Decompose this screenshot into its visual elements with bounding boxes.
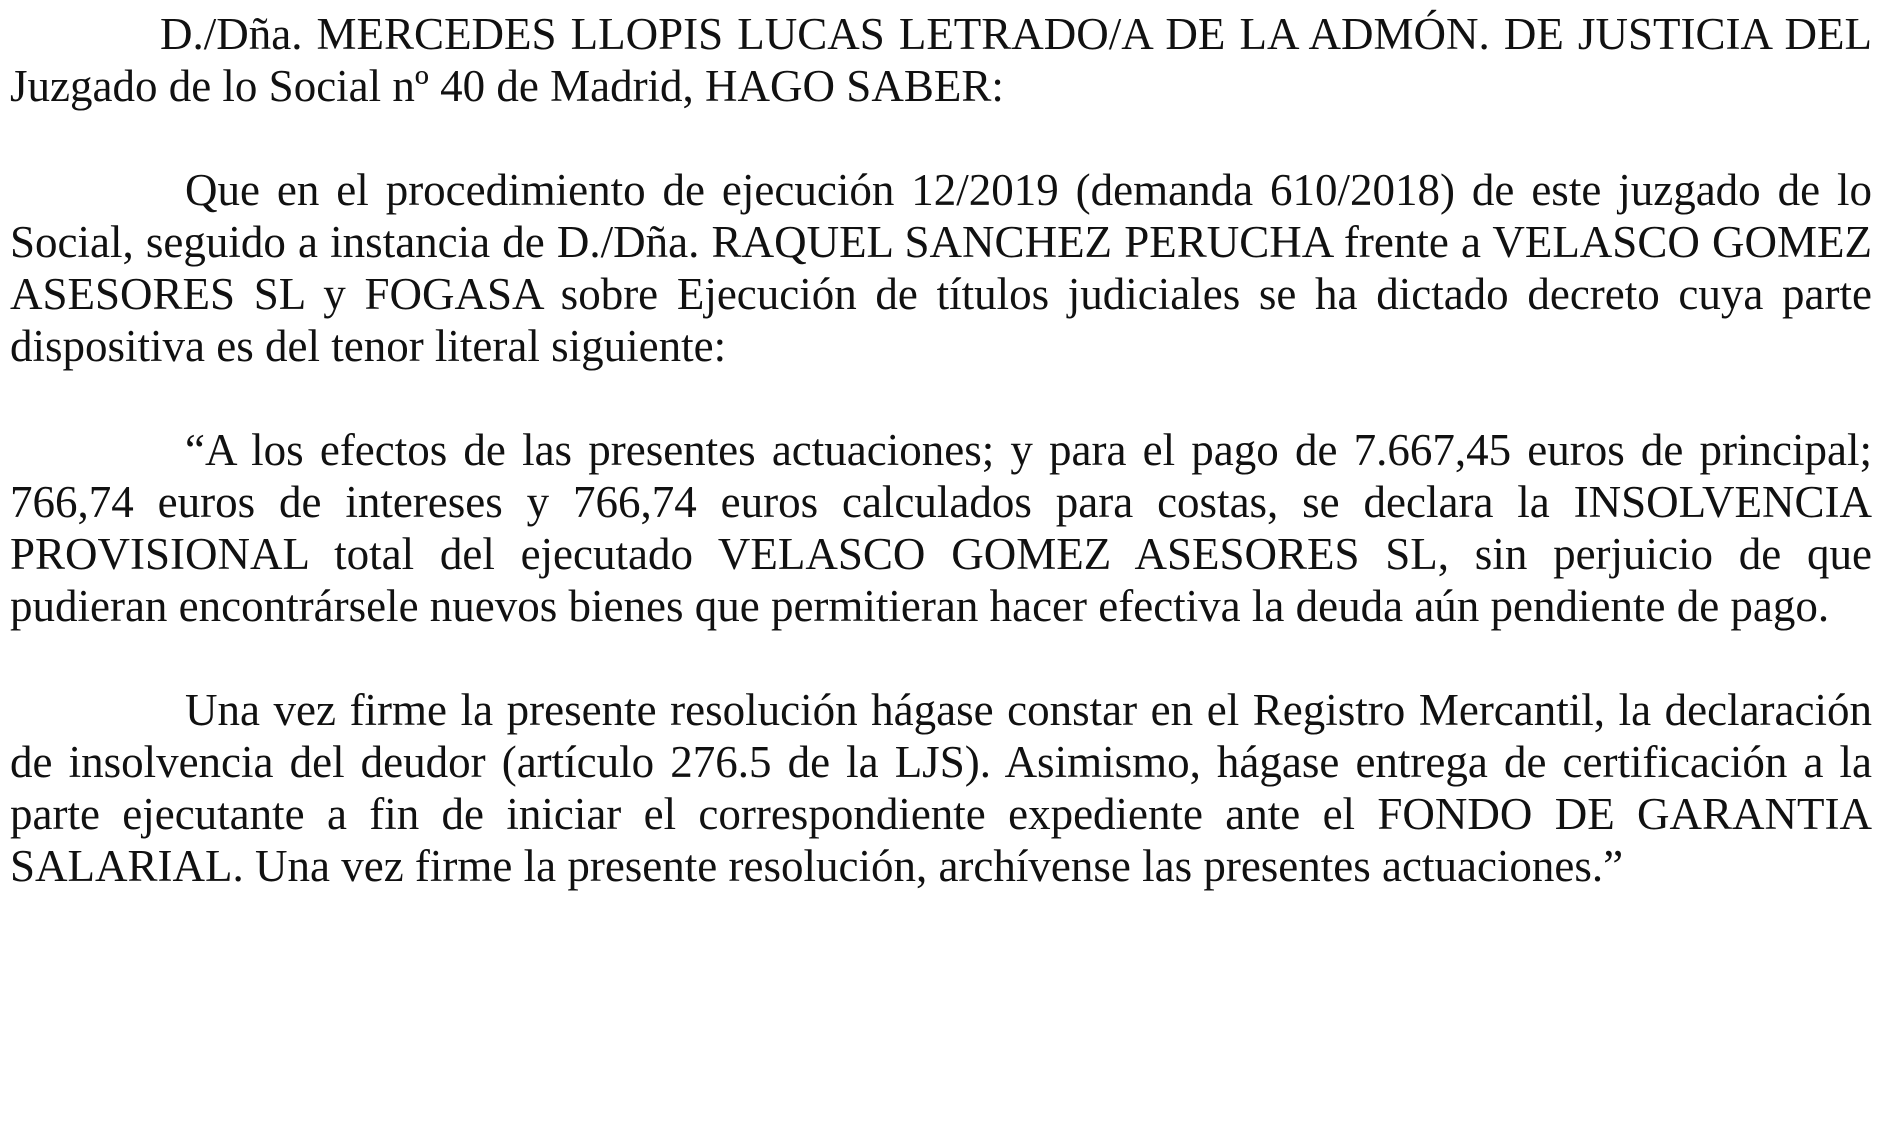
ruling-paragraph: “A los efectos de las presentes actuaciones; y para el pago de 7.667,45 euros de principal; 766,74 euros de intereses y 766,74 euros calculados para costas, se declara la INSOLVENCIA PROVISIONAL total del ejecutado VELASCO GOMEZ ASESORES SL, sin perjuicio de que pudieran encontrársele nuevos bienes que permitieran hacer efectiva la deuda aún pendiente de pago. xyxy=(10,425,1872,631)
document-body xyxy=(10,8,1872,892)
intro-paragraph: D./Dña. MERCEDES LLOPIS LUCAS LETRADO/A DE LA ADMÓN. DE JUSTICIA DEL Juzgado de lo Social nº 40 de Madrid, HAGO SABER: xyxy=(10,9,1872,111)
procedure-paragraph: Que en el procedimiento de ejecución 12/2019 (demanda 610/2018) de este juzgado de lo Social, seguido a instancia de D./Dña. RAQUEL SANCHEZ PERUCHA frente a VELASCO GOMEZ ASESORES SL y FOGASA sobre Ejecución de títulos judiciales se ha dictado decreto cuya parte dispositiva es del tenor literal siguiente: xyxy=(10,165,1872,371)
registry-paragraph: Una vez firme la presente resolución hágase constar en el Registro Mercantil, la declaración de insolvencia del deudor (artículo 276.5 de la LJS). Asimismo, hágase entrega de certificación a la parte ejecutante a fin de iniciar el correspondiente expediente ante el FONDO DE GARANTIA SALARIAL. Una vez firme la presente resolución, archívense las presentes actuaciones.” xyxy=(10,685,1872,891)
